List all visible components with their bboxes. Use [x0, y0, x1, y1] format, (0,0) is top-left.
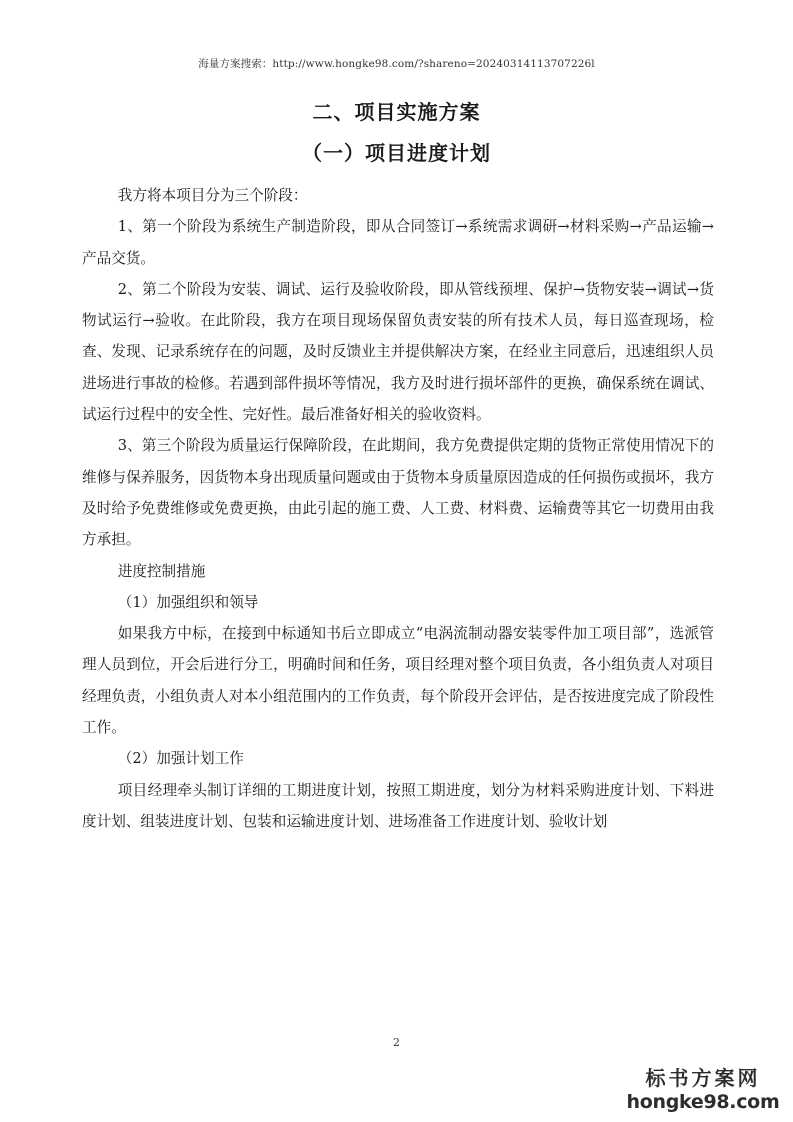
paragraph-stage-2: 2、第二个阶段为安装、调试、运行及验收阶段，即从管线预埋、保护→货物安装→调试→货物试运行→验收。在此阶段，我方在项目现场保留负责安装的所有技术人员，每日巡查现场，检查、发现、记录系统存在的问题，及时反馈业主并提供解决方案，在经业主同意后，迅速组织人员进场进行事故的检修。若遇到部件损坏等情况，我方及时进行损坏部件的更换，确保系统在调试、试运行过程中的安全性、完好性。最后准备好相关的验收资料。	[82, 280, 714, 424]
paragraph-control-heading: 进度控制措施	[117, 562, 206, 580]
subsection-title: （一）项目进度计划	[302, 141, 491, 165]
header-search-line: 海量方案搜索：http://www.hongke98.com/?shareno=20240314113707226l	[198, 58, 595, 70]
watermark-cn: 标书方案网	[645, 1066, 761, 1090]
page-number: 2	[393, 1036, 400, 1049]
paragraph-intro: 我方将本项目分为三个阶段：	[117, 187, 308, 204]
paragraph-measure-1-body: 如果我方中标，在接到中标通知书后立即成立“电涡流制动器安装零件加工项目部”，选派管理人员到位，开会后进行分工，明确时间和任务，项目经理对整个项目负责，各小组负责人对项目经理负责，小组负责人对本小组范围内的工作负责，每个阶段开会评估，是否按进度完成了阶段性工作。	[82, 625, 714, 737]
paragraph-measure-2-body: 项目经理牵头制订详细的工期进度计划，按照工期进度，划分为材料采购进度计划、下料进度计划、组装进度计划、包装和运输进度计划、进场准备工作进度计划、验收计划	[82, 781, 714, 830]
section-title: 二、项目实施方案	[312, 100, 481, 124]
body-text	[82, 180, 714, 837]
paragraph-stage-3: 3、第三个阶段为质量运行保障阶段，在此期间，我方免费提供定期的货物正常使用情况下的维修与保养服务，因货物本身出现质量问题或由于货物本身质量原因造成的任何损伤或损坏，我方及时给予免费维修或免费更换，由此引起的施工费、人工费、材料费、运输费等其它一切费用由我方承担。	[82, 437, 714, 549]
paragraph-measure-1-heading: （1）加强组织和领导	[117, 593, 259, 611]
paragraph-measure-2-heading: （2）加强计划工作	[117, 750, 244, 768]
watermark-logo	[618, 1066, 788, 1114]
watermark-en: hongke98.com	[626, 1091, 780, 1113]
paragraph-stage-1: 1、第一个阶段为系统生产制造阶段，即从合同签订→系统需求调研→材料采购→产品运输→产品交货。	[82, 218, 714, 267]
